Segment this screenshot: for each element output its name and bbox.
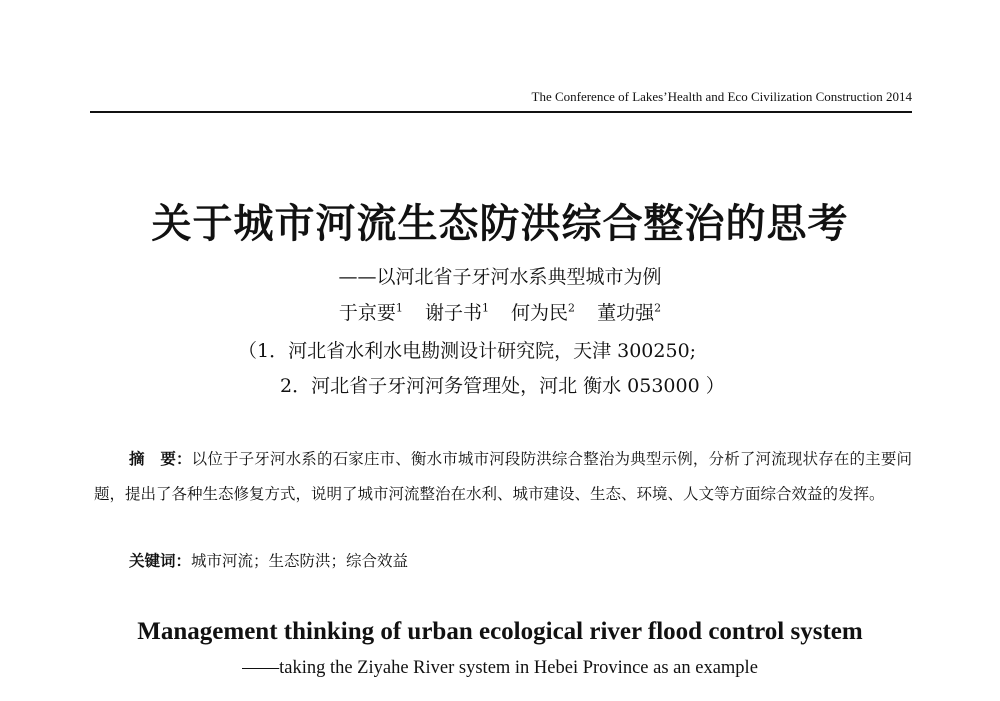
author: 谢子书$^1$ — [424, 301, 489, 324]
english-title: Management thinking of urban ecological river flood control system — [137, 618, 863, 645]
author: 董功强$^2$ — [597, 301, 662, 324]
running-header: The Conference of Lakes’Health and Eco Civilization Construction 2014 — [531, 89, 912, 104]
keywords-label: 关键词： — [129, 551, 192, 570]
author: 于京要$^1$ — [338, 301, 403, 324]
affiliation-2: 2．河北省子牙河河务管理处，河北 衡水 053000 ） — [280, 375, 725, 397]
abstract — [94, 441, 912, 512]
keywords-text: 城市河流；生态防洪；综合效益 — [191, 552, 409, 570]
paper-title: 关于城市河流生态防洪综合整治的思考 — [151, 200, 849, 247]
abstract-label: 摘 要： — [129, 449, 192, 468]
author: 何为民$^2$ — [511, 301, 576, 324]
header-rule — [90, 111, 912, 113]
affiliation-1: （1．河北省水利水电勘测设计研究院，天津 300250; — [238, 340, 697, 362]
keywords — [129, 549, 408, 571]
abstract-text: 以位于子牙河水系的石家庄市、衡水市城市河段防洪综合整治为典型示例，分析了河流现状存在的主要问题，提出了各种生态修复方式，说明了城市河流整治在水利、城市建设、生态、环境、人文等方面综合效益的发挥。 — [94, 450, 912, 503]
paper-subtitle: ——以河北省子牙河水系典型城市为例 — [338, 266, 662, 288]
author-list — [0, 298, 1000, 325]
english-subtitle: ——taking the Ziyahe River system in Hebei Province as an example — [242, 658, 758, 678]
